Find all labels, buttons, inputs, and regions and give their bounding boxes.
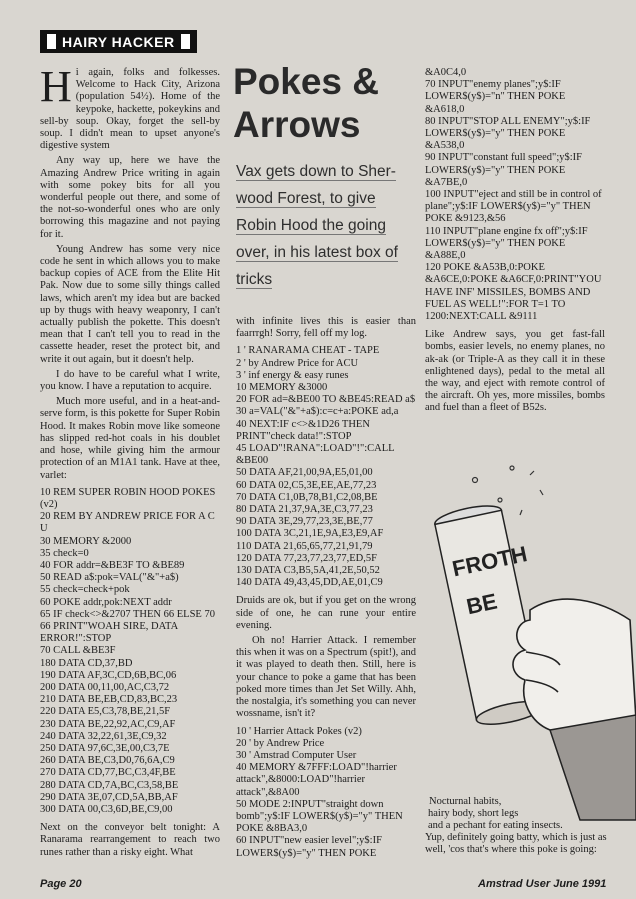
code-line: 2 ' by Andrew Price for ACU	[236, 357, 359, 369]
code-line: 1 ' RANARAMA CHEAT - TAPE	[236, 345, 380, 357]
caption-line: hairy body, short legs	[428, 808, 519, 819]
standfirst-line: Robin Hood the going	[236, 217, 386, 234]
paragraph: with infinite lives this is easier than faarrrgh! Sorry, fell off my log.	[236, 316, 416, 340]
code-line: 60 DATA 02,C5,3E,EE,AE,77,23	[236, 479, 377, 491]
banner-block-right	[181, 34, 190, 49]
code-line: 30 ' Amstrad Computer User	[236, 749, 357, 761]
code-line: 110 DATA 21,65,65,77,21,91,79	[236, 540, 373, 552]
code-line: &A0C4,0	[425, 67, 467, 78]
paragraph: I do have to be careful what I write, you know. I have a reputation to acquire.	[40, 368, 220, 393]
headline-line: Pokes &	[233, 61, 380, 102]
code-line: 230 DATA BE,22,92,AC,C9,AF	[40, 718, 176, 730]
code-line: 270 DATA CD,77,BC,C3,4F,BE	[40, 767, 176, 779]
standfirst-line: tricks	[236, 271, 273, 288]
code-line: 20 ' by Andrew Price	[236, 737, 325, 749]
code-line: 180 DATA CD,37,BD	[40, 657, 133, 669]
can-label: FROTH	[450, 541, 530, 582]
code-line: 190 DATA AF,3C,CD,6B,BC,06	[40, 669, 177, 681]
page-number: Page 20	[40, 878, 82, 890]
standfirst	[236, 158, 426, 293]
paragraph: Druids are ok, but if you get on the wrong side of one, he can rune your entire evening.	[236, 595, 416, 631]
column-3	[425, 67, 605, 418]
code-line: 20 REM BY ANDREW PRICE FOR A C U	[40, 511, 215, 535]
code-line: 55 check=check+pok	[40, 584, 130, 596]
code-line: 80 INPUT"STOP ALL ENEMY";y$:IF LOWER$(y$)="y" THEN POKE &A538,0	[425, 115, 591, 152]
caption-text	[428, 796, 563, 831]
code-line: 80 DATA 21,37,9A,3E,C3,77,23	[236, 504, 373, 516]
paragraph: Next on the conveyor belt tonight: A Ranarama rearrangement to reach two runes rather than a risky eight. What	[40, 822, 220, 858]
code-line: 70 INPUT"enemy planes";y$:IF LOWER$(y$)="n" THEN POKE &A618,0	[425, 79, 566, 115]
code-line: 220 DATA E5,C3,78,BE,21,5F	[40, 706, 171, 718]
caption-tail: Yup, definitely going batty, which is just as well, 'cos that's where this poke is going:	[425, 832, 607, 855]
code-line: 120 POKE &A53B,0:POKE &A6CE,0:POKE &A6CF,0:PRINT"YOU HAVE INF' MISSILES, BOMBS AND FUEL AS WELL!":FOR T=1 TO 1200:NEXT:CALL &9111	[425, 262, 602, 323]
code-line: 30 MEMORY &2000	[40, 535, 132, 547]
code-line: 40 NEXT:IF c<>&1D26 THEN PRINT"check data!":STOP	[236, 418, 370, 442]
banner-block-left	[47, 34, 56, 49]
section-banner-label: HAIRY HACKER	[62, 33, 175, 50]
code-line: 50 MODE 2:INPUT"straight down bomb";y$:IF LOWER$(y$)="y" THEN POKE &8BA3,0	[236, 798, 403, 835]
caption-line: Nocturnal habits,	[429, 796, 502, 807]
code-line: 20 FOR ad=&BE00 TO &BE45:READ a$	[236, 394, 416, 406]
code-line: 30 a=VAL("&"+a$):c=c+a:POKE ad,a	[236, 406, 399, 418]
code-listing-harrier-continued	[425, 67, 605, 323]
code-line: 280 DATA CD,7A,BC,C3,58,BE	[40, 779, 179, 791]
paragraph: Like Andrew says, you get fast-fall bombs, easier levels, no enemy planes, no ak-ak (or Triple-A as they call it in these enlightened days), pedal to the metal all the way, and eject with remote control of the aircraft. Oh yes, more missiles, bombs and fuel than a fleet of B52s.	[425, 329, 605, 414]
code-line: 290 DATA 3E,07,CD,5A,BB,AF	[40, 791, 178, 803]
caption-line: and a pechant for eating insects.	[428, 820, 563, 831]
code-line: 50 DATA AF,21,00,9A,E5,01,00	[236, 467, 373, 479]
code-line: 120 DATA 77,23,77,23,77,ED,5F	[236, 552, 377, 564]
intro-text: i again, folks and folkesses. Welcome to Hack City, Arizona (population 54½). Home of the keypoke, hackette, pokeykins and sell-by soup. Okay, forget the sell-by soup. I didn't mean to upset anyone's digestive system	[40, 67, 220, 152]
code-listing-robin-hood	[40, 487, 220, 816]
code-line: 200 DATA 00,11,00,AC,C3,72	[40, 681, 170, 693]
magazine-issue: Amstrad User June 1991	[478, 878, 607, 890]
column-1	[40, 62, 220, 862]
code-line: 300 DATA 00,C3,6D,BE,C9,00	[40, 803, 173, 815]
standfirst-line: wood Forest, to give	[236, 190, 376, 207]
code-line: 40 MEMORY &7FFF:LOAD"!harrier attack",&8000:LOAD"!harrier attack",&8A00	[236, 762, 397, 798]
code-line: 250 DATA 97,6C,3E,00,C3,7E	[40, 742, 170, 754]
code-line: 40 FOR addr=&BE3F TO &BE89	[40, 559, 185, 571]
code-line: 90 DATA 3E,29,77,23,3E,BE,77	[236, 516, 373, 528]
code-line: 140 DATA 49,43,45,DD,AE,01,C9	[236, 577, 383, 589]
code-line: 60 POKE addr,pok:NEXT addr	[40, 596, 172, 608]
code-line: 10 MEMORY &3000	[236, 382, 328, 394]
sleeve	[550, 715, 636, 820]
section-banner	[40, 30, 197, 53]
code-line: 66 PRINT"WOAH SIRE, DATA ERROR!":STOP	[40, 620, 178, 645]
code-line: 210 DATA BE,EB,CD,83,BC,23	[40, 694, 178, 706]
intro-paragraph	[40, 62, 220, 152]
drop-cap: H	[40, 62, 72, 111]
code-line: 65 IF check<>&2707 THEN 66 ELSE 70	[40, 608, 215, 620]
can-and-hand-illustration	[380, 460, 636, 880]
code-line: 240 DATA 32,22,61,3E,C9,32	[40, 730, 167, 742]
code-line: 10 REM SUPER ROBIN HOOD POKES (v2)	[40, 486, 216, 510]
code-line: 3 ' inf energy & easy runes	[236, 369, 349, 381]
code-line: 100 DATA 3C,21,1E,9A,E3,E9,AF	[236, 528, 384, 540]
code-line: 60 INPUT"new easier level";y$:IF LOWER$(y$)="y" THEN POKE	[236, 835, 382, 859]
code-line: 35 check=0	[40, 547, 89, 559]
code-line: 45 LOAD"!RANA":LOAD"!":CALL &BE00	[236, 443, 395, 467]
headline-line: Arrows	[233, 104, 361, 145]
code-line: 70 CALL &BE3F	[40, 645, 116, 657]
headline	[233, 60, 433, 146]
code-line: 110 INPUT"plane engine fx off";y$:IF LOWER$(y$)="y" THEN POKE &A88E,0	[425, 225, 588, 262]
code-line: 10 ' Harrier Attack Pokes (v2)	[236, 725, 362, 737]
paragraph: Any way up, here we have the Amazing Andrew Price writing in again with some pokey bits for all you wonderful people out there, and some of the not-so-wonderful ones who are only borrowing this magazine and not paying for it.	[40, 155, 220, 240]
paragraph: Young Andrew has some very nice code he sent in which allows you to make backup copies of ACE from the Elite Hit Pak. Now due to some silly things called laws, which aren't my idea but are backed up by thugs with heavy weaponry, I can't actually publish the pokette. This doesn't mean that I can't tell you to read in the cassette header, reset the protect bit, and write it out again, but it doesn't help.	[40, 243, 220, 365]
standfirst-line: Vax gets down to Sher-	[236, 163, 396, 180]
code-line: 50 READ a$:pok=VAL("&"+a$)	[40, 572, 179, 584]
can-label-2: BE	[464, 588, 500, 620]
code-line: 100 INPUT"eject and still be in control of plane";y$:IF LOWER$(y$)="y" THEN POKE &9123,&56	[425, 189, 602, 225]
code-line: 70 DATA C1,0B,78,B1,C2,08,BE	[236, 491, 378, 503]
code-line: 130 DATA C3,B5,5A,41,2E,50,52	[236, 565, 380, 577]
code-line: 260 DATA BE,C3,D0,76,6A,C9	[40, 755, 175, 767]
hand	[513, 599, 636, 734]
paragraph: Oh no! Harrier Attack. I remember this when it was on a Spectrum (spit!), and it was played to death then. Still, here is your chance to poke a game that has been poked more times than Jet Set Willy. Ahh, the nostalgia, it's something you can never wossname, isn't it?	[236, 635, 416, 720]
paragraph: Much more useful, and in a heat-and-serve form, is this pokette for Super Robin Hood. It makes Robin move like someone has slipped red-hot coals in his doublet and hose, while giving him the armour protection of an M1A1 tank. Have at thee, varlet:	[40, 396, 220, 481]
standfirst-line: over, in his latest box of	[236, 244, 398, 261]
code-line: 90 INPUT"constant full speed";y$:IF LOWER$(y$)="y" THEN POKE &A7BE,0	[425, 152, 583, 188]
